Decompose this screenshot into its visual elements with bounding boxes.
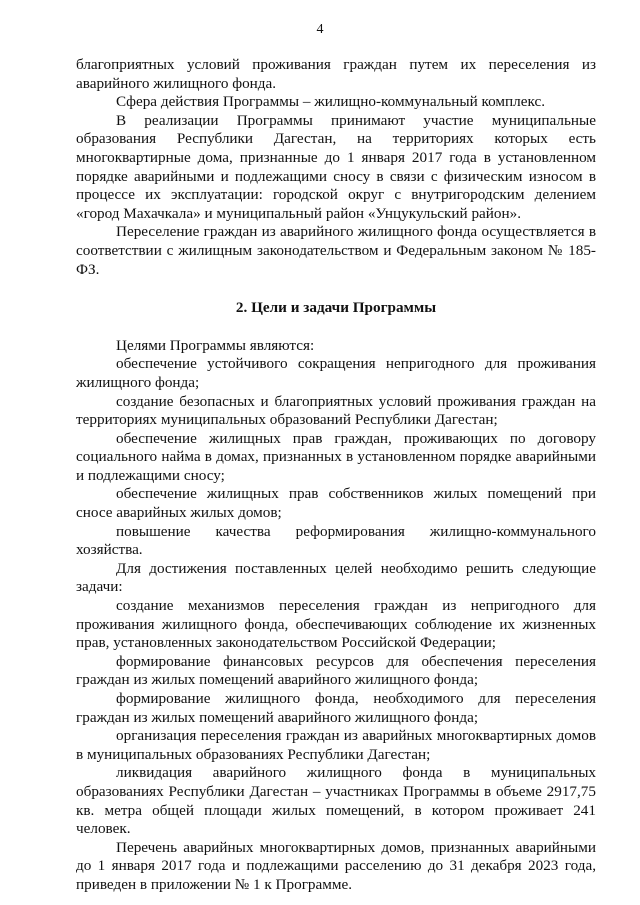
goal-item: обеспечение устойчивого сокращения непригодного для проживания жилищного фонда; xyxy=(76,355,596,391)
task-item: создание механизмов переселения граждан из непригодного для проживания жилищного фонда, обеспечивающих соблюдение их жизненных прав, установленных законодательством Российской Федерации; xyxy=(76,597,596,652)
goals-intro: Целями Программы являются: xyxy=(116,336,315,354)
page-number: 4 xyxy=(316,22,324,37)
document-body xyxy=(76,56,596,895)
goal-item: обеспечение жилищных прав граждан, проживающих по договору социального найма в домах, признанных в установленном порядке аварийными и подлежащими сносу; xyxy=(76,429,596,484)
intro-paragraph-scope: Сфера действия Программы – жилищно-коммунальный комплекс. xyxy=(116,93,546,111)
appendix-reference: Перечень аварийных многоквартирных домов, признанных аварийными до 1 января 2017 года и подлежащими расселению до 31 декабря 2023 года, приведен в приложении № 1 к Программе. xyxy=(76,838,596,893)
section-heading: 2. Цели и задачи Программы xyxy=(235,299,437,317)
task-item: ликвидация аварийного жилищного фонда в муниципальных образованиях Республики Дагестан – участниках Программы в объеме 2917,75 кв. метра общей площади жилых помещений, в котором проживает 241 человек. xyxy=(76,764,596,838)
goal-item: обеспечение жилищных прав собственников жилых помещений при сносе аварийных жилых домов; xyxy=(76,485,596,522)
task-item: организация переселения граждан из аварийных многоквартирных домов в муниципальных образованиях Республики Дагестан; xyxy=(76,727,596,763)
intro-paragraph-legal-basis: Переселение граждан из аварийного жилищного фонда осуществляется в соответствии с жилищным законодательством и Федеральным законом № 185-ФЗ. xyxy=(76,223,596,278)
intro-paragraph-participants: В реализации Программы принимают участие муниципальные образования Республики Дагестан, на территориях которых есть многоквартирные дома, признанные до 1 января 2017 года в установленном порядке аварийными и подлежащими сносу в связи с физическим износом в процессе их эксплуатации: городской округ с внутригородским делением «город Махачкала» и муниципальный район «Унцукульский район». xyxy=(76,111,596,222)
task-item: формирование финансовых ресурсов для обеспечения переселения граждан из жилых помещений аварийного жилищного фонда; xyxy=(76,652,596,689)
tasks-intro: Для достижения поставленных целей необходимо решить следующие задачи: xyxy=(76,559,596,596)
goal-item: повышение качества реформирования жилищно-коммунального хозяйства. xyxy=(76,522,596,559)
task-item: формирование жилищного фонда, необходимого для переселения граждан из жилых помещений аварийного жилищного фонда; xyxy=(76,690,596,726)
goal-item: создание безопасных и благоприятных условий проживания граждан на территориях муниципальных образований Республики Дагестан; xyxy=(76,392,596,429)
intro-paragraph-continuation: благоприятных условий проживания граждан путем их переселения из аварийного жилищного фонда. xyxy=(76,56,596,92)
